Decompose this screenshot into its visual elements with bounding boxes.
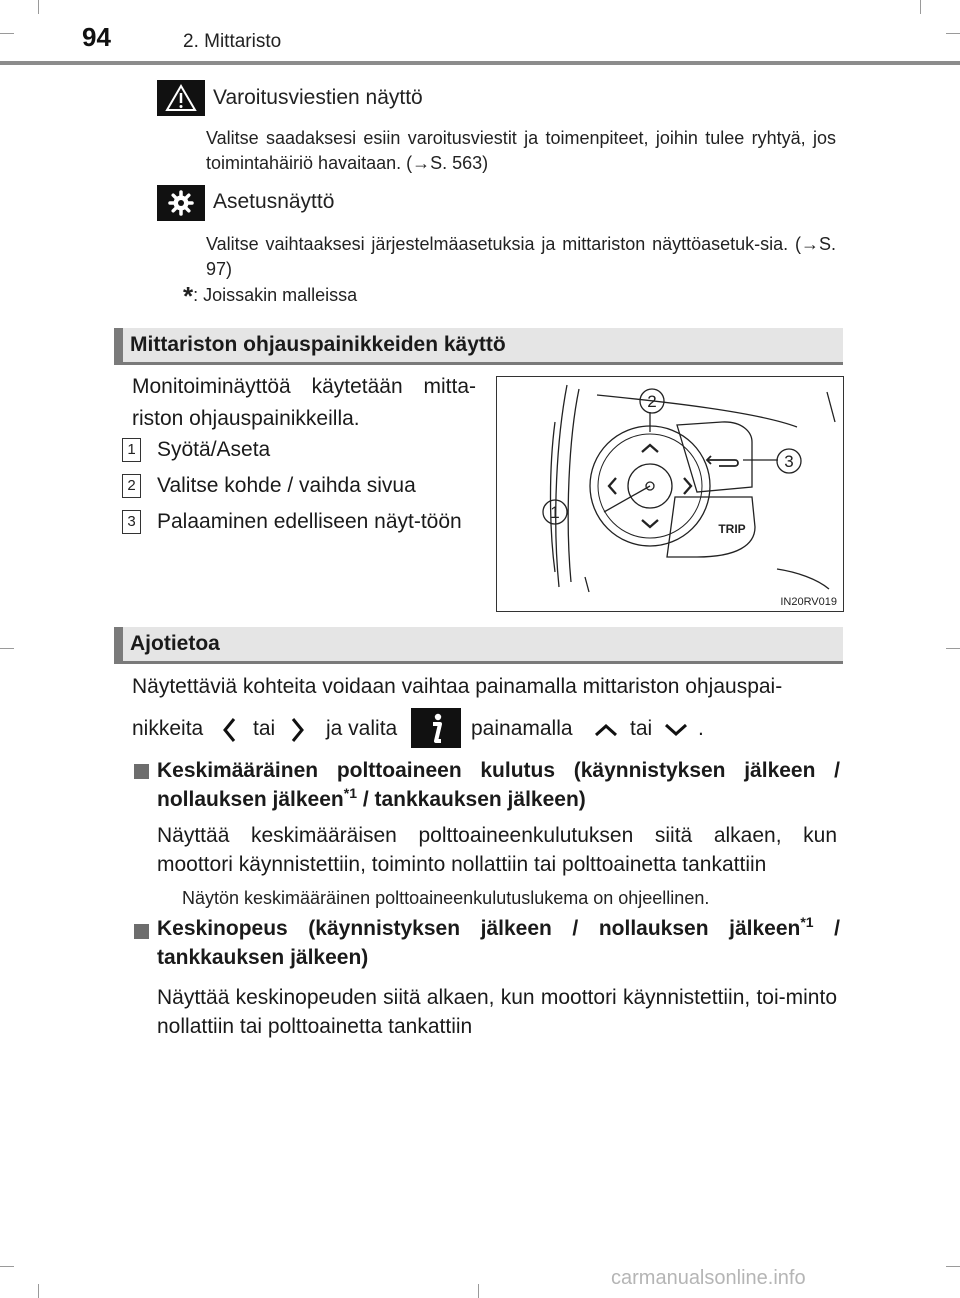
crop-mark	[920, 0, 921, 14]
section-bar-accent	[114, 328, 123, 362]
item-text-1: Syötä/Aseta	[157, 438, 271, 461]
chevron-left-icon	[220, 716, 240, 744]
item-number-2: 2	[122, 474, 141, 498]
section-title: 2. Mittaristo	[183, 31, 282, 52]
warning-icon-box	[157, 80, 205, 116]
trip-intro-line2	[132, 712, 852, 748]
trip-intro-word: tai	[630, 717, 653, 740]
crop-mark	[38, 1284, 39, 1298]
header-rule	[0, 61, 960, 65]
info-icon	[411, 708, 461, 748]
watermark: carmanualsonline.info	[611, 1267, 806, 1289]
settings-screen-title: Asetusnäyttö	[213, 190, 335, 213]
trip-intro-word: .	[698, 717, 704, 740]
crop-mark	[478, 1284, 479, 1298]
controls-intro: Monitoiminäyttöä käytetään mitta-riston ohjauspainikkeilla.	[132, 375, 476, 430]
crop-mark	[0, 1266, 14, 1267]
chevron-down-icon	[662, 720, 690, 740]
topic-heading-speed	[157, 914, 840, 972]
trip-intro-word: tai	[253, 717, 276, 740]
warning-triangle-icon	[157, 80, 205, 116]
topic-heading-text: Keskinopeus (käynnistyksen jälkeen / nollauksen jälkeen	[157, 917, 801, 940]
crop-mark	[0, 33, 14, 34]
item-text-2: Valitse kohde / vaihda sivua	[157, 474, 416, 497]
chevron-up-icon	[592, 720, 620, 740]
settings-screen-text: Valitse vaihtaaksesi järjestelmäasetuksia ja mittariston näyttöasetuk-sia. (→S. 97)	[206, 234, 836, 279]
diagram-callout-2: 2	[647, 392, 657, 411]
section-bar-title: Ajotietoa	[130, 632, 220, 655]
footnote-text: : Joissakin malleissa	[193, 285, 358, 305]
bullet-square	[134, 924, 149, 939]
crop-mark	[946, 648, 960, 649]
page-number: 94	[82, 22, 111, 52]
trip-intro-word: painamalla	[471, 717, 573, 740]
settings-icon-box	[157, 185, 205, 221]
trip-intro-word: ja valita	[326, 717, 398, 740]
section-bar-trip-info	[114, 627, 843, 664]
topic-heading-text: Keskimääräinen polttoaineen kulutus (käynnistyksen jälkeen / nollauksen jälkeen	[157, 759, 840, 811]
steering-switch-illustration	[497, 377, 843, 611]
bullet-square	[134, 764, 149, 779]
topic-heading-fuel	[157, 756, 840, 814]
diagram-code: IN20RV019	[780, 596, 837, 608]
item-number-1: 1	[122, 438, 141, 462]
crop-mark	[0, 648, 14, 649]
diagram-callout-3: 3	[784, 452, 794, 471]
topic-note-fuel: Näytön keskimääräinen polttoaineenkulutuslukema on ohjeellinen.	[182, 888, 710, 908]
topic-heading-text: / tankkauksen jälkeen)	[356, 788, 586, 811]
item-number-3: 3	[122, 510, 141, 534]
footnote	[183, 281, 357, 312]
section-bar-accent	[114, 627, 123, 661]
steering-switch-diagram	[496, 376, 844, 612]
diagram-trip-label: TRIP	[718, 522, 746, 536]
gear-icon	[157, 185, 205, 221]
section-bar-title: Mittariston ohjauspainikkeiden käyttö	[130, 333, 506, 356]
topic-text-fuel: Näyttää keskimääräisen polttoaineenkulutuksen siitä alkaen, kun moottori käynnistettiin, toiminto nollattiin tai polttoainetta tankattiin	[157, 824, 837, 876]
topic-heading-sup: *1	[800, 914, 814, 930]
info-icon-box	[411, 708, 461, 748]
crop-mark	[38, 0, 39, 14]
crop-mark	[946, 33, 960, 34]
section-bar-controls	[114, 328, 843, 365]
chevron-right-icon	[287, 716, 307, 744]
warning-screen-title: Varoitusviestien näyttö	[213, 86, 423, 109]
topic-heading-sup: *1	[343, 785, 357, 801]
warning-screen-text: Valitse saadaksesi esiin varoitusviestit ja toimenpiteet, joihin tulee ryhtyä, jos toimintahäiriö havaitaan. (→S. 563)	[206, 128, 836, 173]
footnote-marker: *	[183, 281, 194, 311]
trip-intro-line1: Näytettäviä kohteita voidaan vaihtaa painamalla mittariston ohjauspai-	[132, 675, 783, 698]
item-text-3: Palaaminen edelliseen näyt-töön	[157, 510, 462, 533]
trip-intro-word: nikkeita	[132, 717, 204, 740]
topic-text-speed: Näyttää keskinopeuden siitä alkaen, kun moottori käynnistettiin, toi-minto nollattiin tai polttoainetta tankattiin	[157, 986, 837, 1038]
topic-heading-text: / tankkauksen jälkeen)	[157, 917, 840, 969]
diagram-callout-1: 1	[550, 503, 560, 522]
crop-mark	[946, 1266, 960, 1267]
